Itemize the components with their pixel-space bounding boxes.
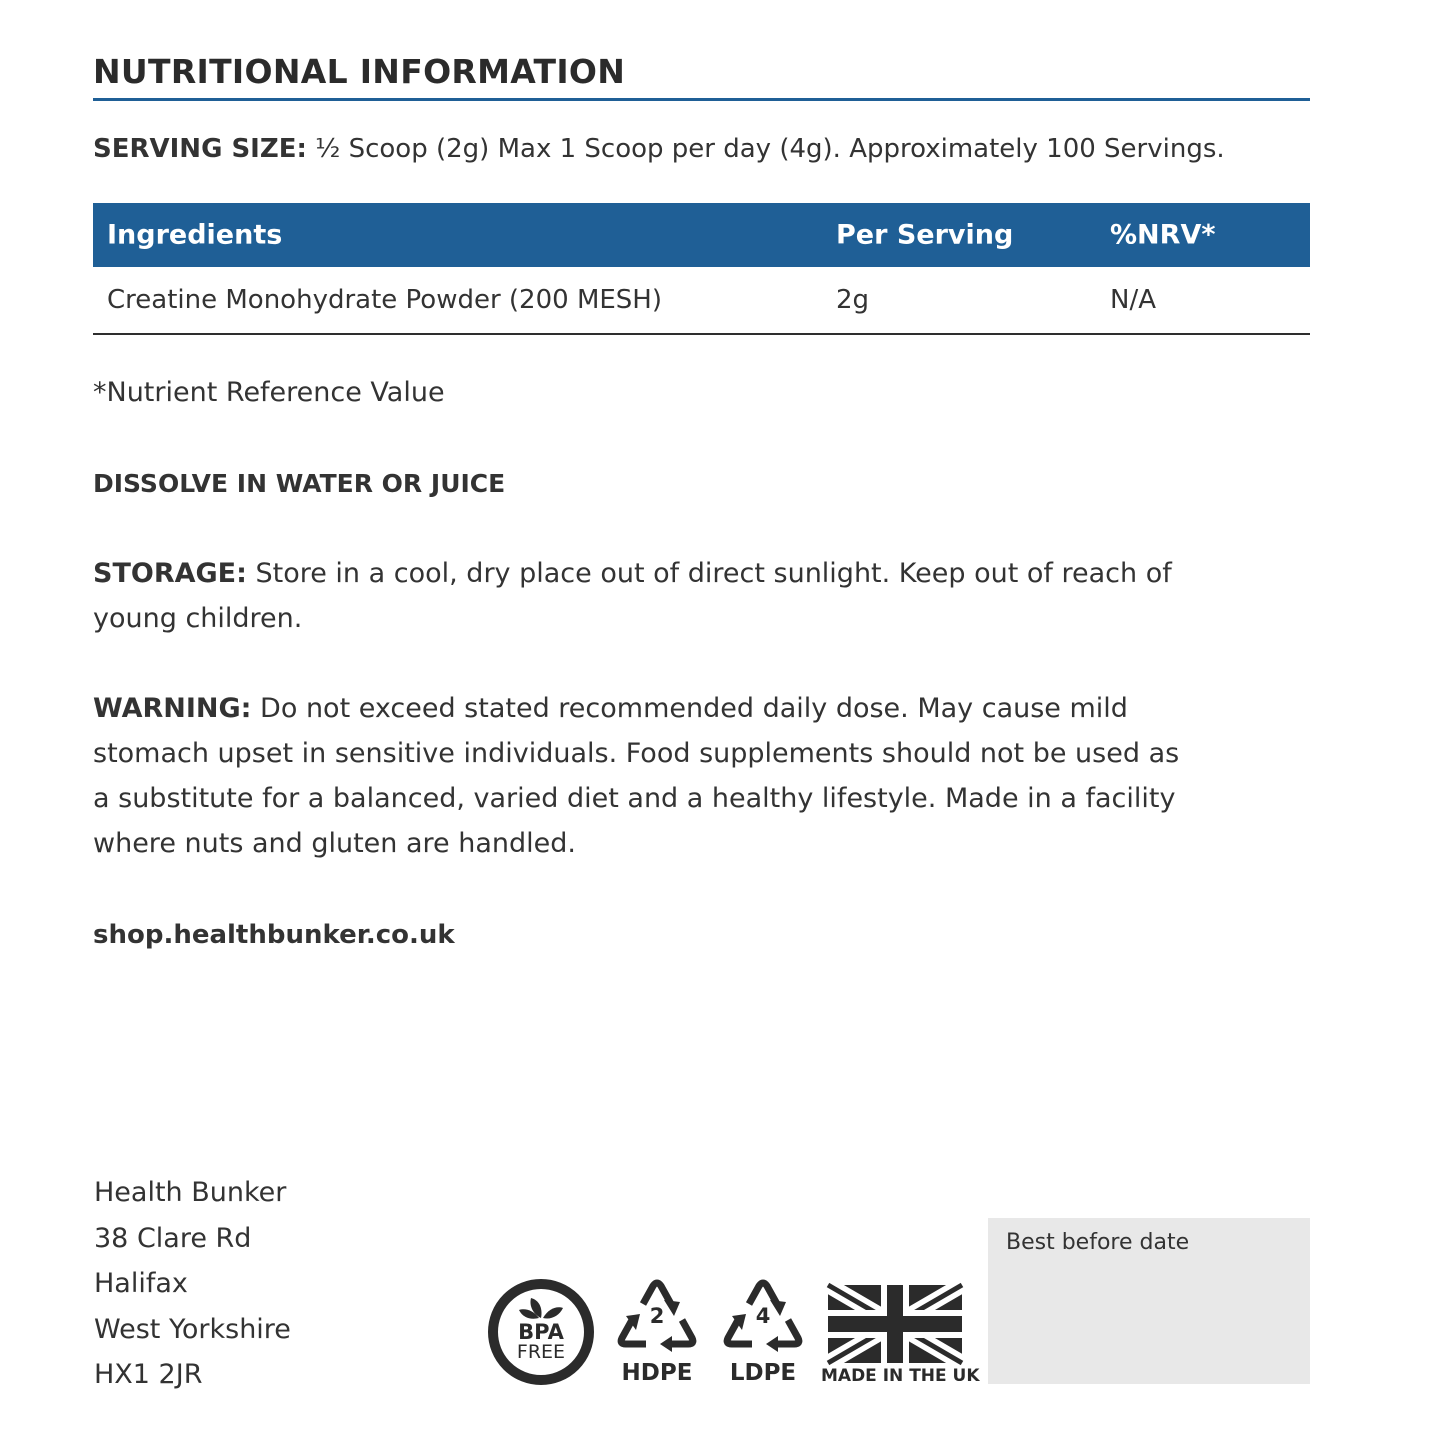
- bpa-free-icon: [487, 1278, 595, 1386]
- recycle-ldpe-icon: [716, 1276, 810, 1388]
- free-text: FREE: [516, 1341, 566, 1363]
- storage-text: Store in a cool, dry place out of direct sunlight. Keep out of reach of young children.: [93, 558, 1172, 634]
- recycle-hdpe-icon: [610, 1276, 704, 1388]
- address-line: Health Bunker: [94, 1177, 287, 1208]
- bpa-text: BPA: [518, 1320, 564, 1344]
- company-address: [94, 1170, 291, 1398]
- union-flag-icon: [821, 1282, 980, 1388]
- best-before-panel: [988, 1218, 1310, 1384]
- hdpe-number: 2: [649, 1304, 665, 1328]
- serving-size-text: ½ Scoop (2g) Max 1 Scoop per day (4g). Approximately 100 Servings.: [306, 134, 1225, 164]
- website-link[interactable]: shop.healthbunker.co.uk: [93, 920, 455, 950]
- dissolve-instruction: DISSOLVE IN WATER OR JUICE: [93, 469, 506, 498]
- header-ingredients: Ingredients: [107, 219, 283, 251]
- nutrition-table: [93, 203, 1310, 335]
- serving-size-label: SERVING SIZE:: [93, 134, 307, 164]
- cell-per-serving: 2g: [836, 285, 870, 315]
- warning-text: Do not exceed stated recommended daily dose. May cause mild stomach upset in sensitive individuals. Food supplements should not be used as a substitute for a balanced, varied diet and a healthy lifestyle. Made in a facility where nuts and gluten are handled.: [93, 693, 1180, 859]
- address-line: 38 Clare Rd: [94, 1222, 252, 1254]
- warning-note: [93, 686, 1203, 866]
- nrv-footnote: *Nutrient Reference Value: [93, 377, 445, 408]
- made-in-uk-text: MADE IN THE UK: [821, 1366, 980, 1386]
- ldpe-text: LDPE: [729, 1360, 797, 1386]
- table-row: [93, 267, 1310, 335]
- header-per-serving: Per Serving: [836, 219, 1014, 251]
- table-header: [93, 203, 1310, 267]
- hdpe-text: HDPE: [621, 1360, 693, 1386]
- title-divider: [93, 98, 1310, 101]
- serving-size: [93, 134, 1225, 164]
- cell-nrv: N/A: [1110, 285, 1156, 315]
- address-line: West Yorkshire: [94, 1313, 291, 1345]
- storage-label: STORAGE:: [93, 558, 247, 589]
- ldpe-number: 4: [755, 1304, 771, 1328]
- warning-label: WARNING:: [93, 693, 252, 724]
- cell-ingredient: Creatine Monohydrate Powder (200 MESH): [107, 285, 663, 315]
- address-line: HX1 2JR: [94, 1359, 203, 1390]
- page-title: NUTRITIONAL INFORMATION: [93, 52, 626, 91]
- best-before-label: Best before date: [1006, 1230, 1190, 1255]
- header-nrv: %NRV*: [1110, 219, 1216, 251]
- storage-note: [93, 551, 1223, 641]
- address-line: Halifax: [94, 1268, 188, 1299]
